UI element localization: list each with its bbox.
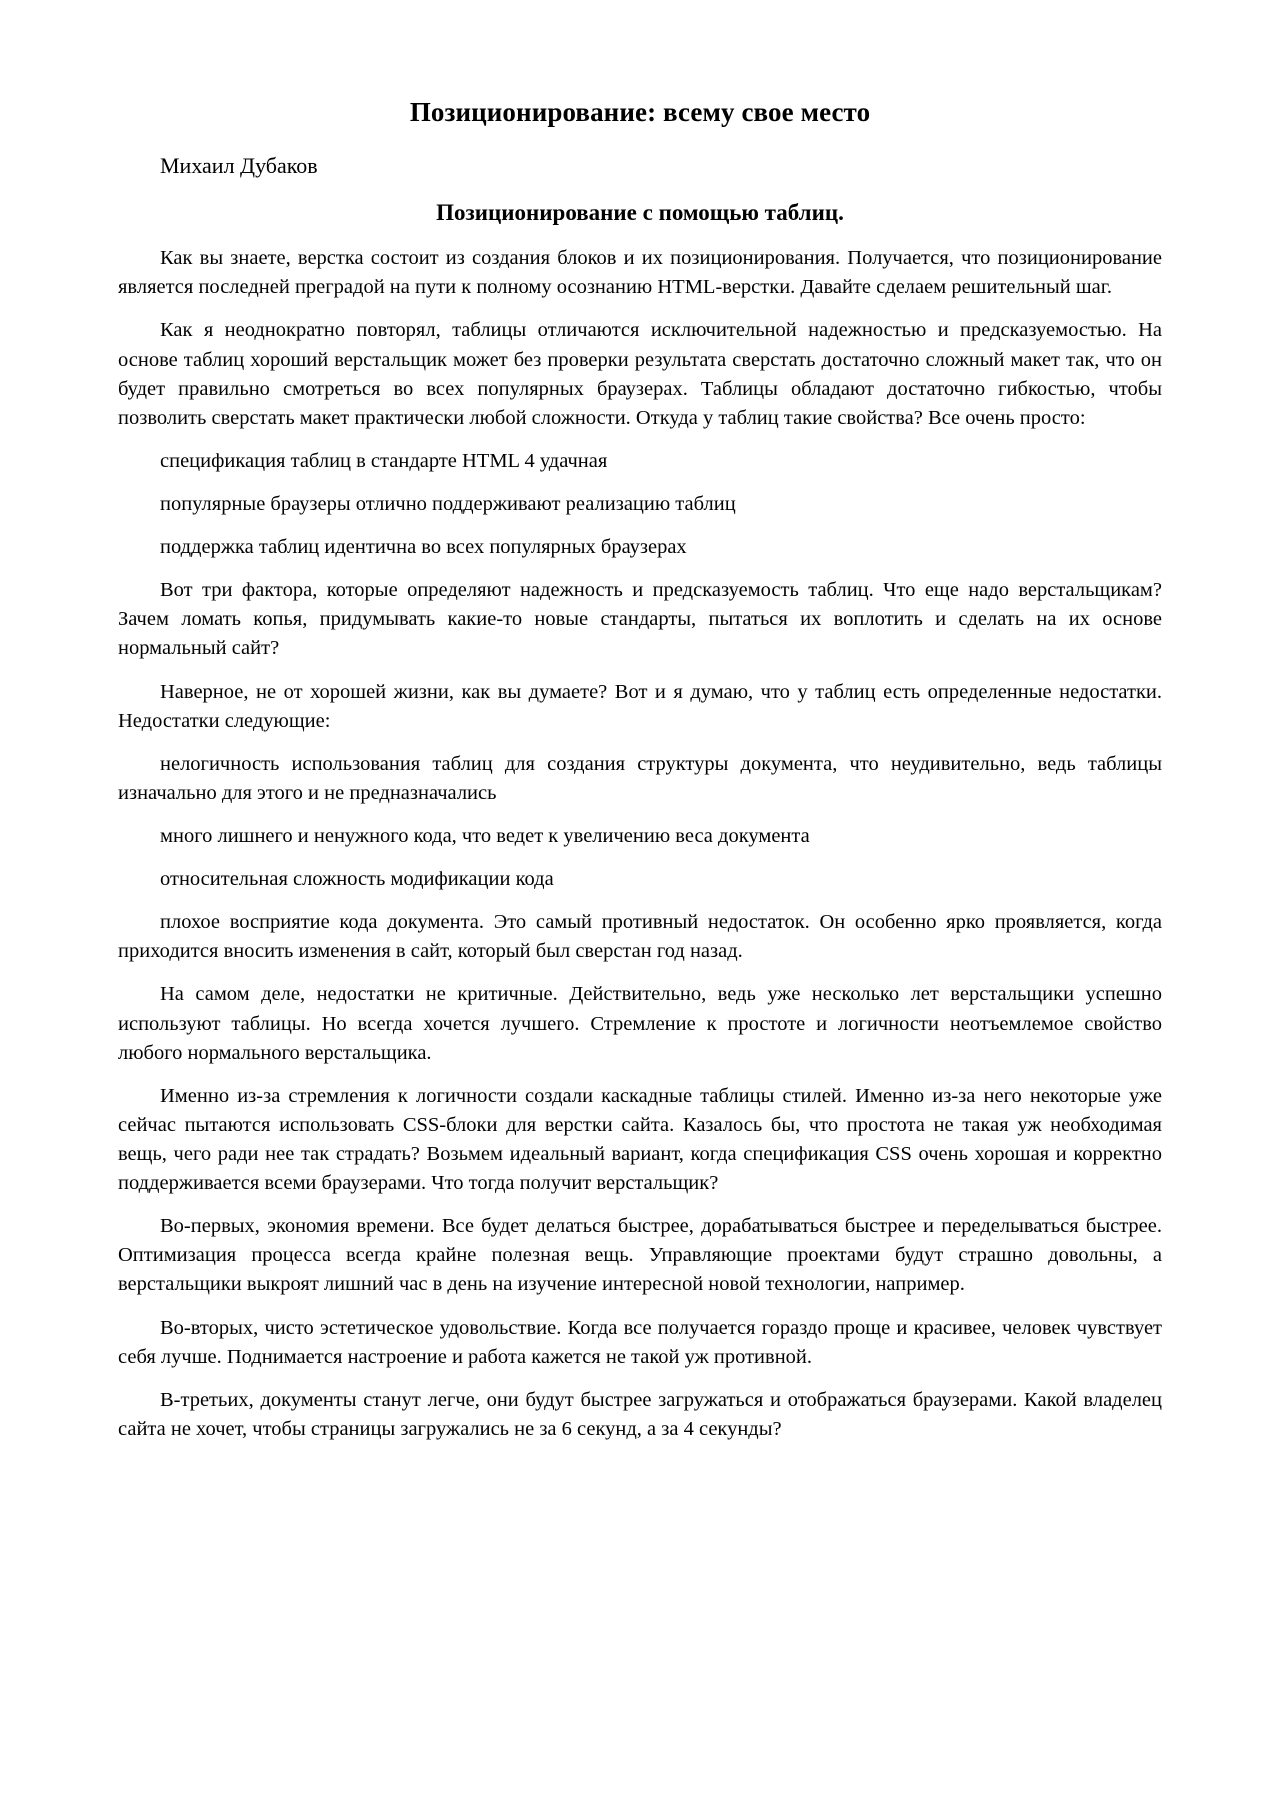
paragraph: Как я неоднократно повторял, таблицы отличаются исключительной надежностью и предсказуемостью. На основе таблиц хороший верстальщик может без проверки результата сверстать достаточно сложный макет так, что он будет правильно смотреться во всех популярных браузерах. Таблицы обладают достаточно гибкостью, чтобы позволить сверстать макет практически любой сложности. Откуда у таблиц такие свойства? Все очень просто: xyxy=(118,319,1162,429)
list-item: спецификация таблиц в стандарте HTML 4 удачная xyxy=(160,449,608,472)
section-heading: Позиционирование с помощью таблиц. xyxy=(436,200,844,226)
author-name: Михаил Дубаков xyxy=(160,152,318,178)
list-item: нелогичность использования таблиц для создания структуры документа, что неудивительно, ведь таблицы изначально для этого и не предназначались xyxy=(118,752,1162,804)
paragraph: Наверное, не от хорошей жизни, как вы думаете? Вот и я думаю, что у таблиц есть определенные недостатки. Недостатки следующие: xyxy=(118,680,1162,732)
paragraph: Как вы знаете, верстка состоит из создания блоков и их позиционирования. Получается, что позиционирование является последней преградой на пути к полному осознанию HTML-верстки. Давайте сделаем решительный шаг. xyxy=(118,247,1162,299)
list-item: относительная сложность модификации кода xyxy=(160,868,554,891)
page-title: Позиционирование: всему свое место xyxy=(409,97,871,127)
list-item: поддержка таблиц идентична во всех популярных браузерах xyxy=(160,536,687,559)
paragraph: Во-вторых, чисто эстетическое удовольствие. Когда все получается гораздо проще и красивее, человек чувствует себя лучше. Поднимается настроение и работа кажется не такой уж противной. xyxy=(118,1316,1162,1368)
paragraph: Именно из-за стремления к логичности создали каскадные таблицы стилей. Именно из-за него некоторые уже сейчас пытаются использовать CSS-блоки для верстки сайта. Казалось бы, что простота не такая уж необходимая вещь, чего ради нее так страдать? Возьмем идеальный вариант, когда спецификация CSS очень хорошая и корректно поддерживается всеми браузерами. Что тогда получит верстальщик? xyxy=(118,1084,1162,1195)
list-item: много лишнего и ненужного кода, что ведет к увеличению веса документа xyxy=(160,824,810,847)
paragraph: Во-первых, экономия времени. Все будет делаться быстрее, дорабатываться быстрее и переделываться быстрее. Оптимизация процесса всегда крайне полезная вещь. Управляющие проектами будут страшно довольны, а верстальщики выкроят лишний час в день на изучение интересной новой технологии, например. xyxy=(118,1215,1162,1296)
list-item: популярные браузеры отлично поддерживают реализацию таблиц xyxy=(160,493,736,515)
paragraph: На самом деле, недостатки не критичные. Действительно, ведь уже несколько лет верстальщики успешно используют таблицы. Но всегда хочется лучшего. Стремление к простоте и логичности неотъемлемое свойство любого нормального верстальщика. xyxy=(118,983,1162,1064)
paragraph: плохое восприятие кода документа. Это самый противный недостаток. Он особенно ярко проявляется, когда приходится вносить изменения в сайт, который был сверстан год назад. xyxy=(118,911,1162,963)
paragraph: Вот три фактора, которые определяют надежность и предсказуемость таблиц. Что еще надо верстальщикам? Зачем ломать копья, придумывать какие-то новые стандарты, пытаться их воплотить и сделать на их основе нормальный сайт? xyxy=(118,579,1162,660)
paragraph: В-третьих, документы станут легче, они будут быстрее загружаться и отображаться браузерами. Какой владелец сайта не хочет, чтобы страницы загружались не за 6 секунд, а за 4 секунды? xyxy=(118,1388,1162,1440)
